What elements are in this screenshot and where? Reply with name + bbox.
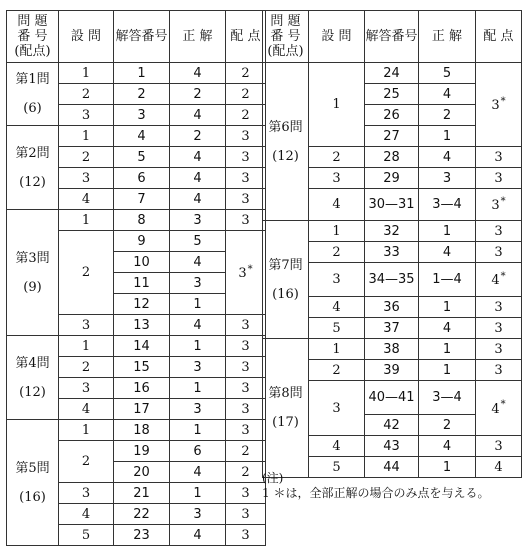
footnote-title: (注) [262,471,284,485]
sub-question-cell: 3 [59,483,114,504]
points-value: 3 [241,422,250,438]
footnote-text: 1 ＊は，全部正解の場合のみ点を与える。 [262,486,490,500]
points-cell [226,336,266,357]
correct-answer-cell: 1 [170,483,226,504]
answer-number-cell: 24 [365,63,419,84]
answer-number-cell: 29 [365,168,419,189]
correct-answer-cell: 3 [170,210,226,231]
question-label-cell [7,63,59,126]
answer-number-cell: 9 [114,231,170,252]
points-value: 3 [241,212,250,228]
table-row [7,63,266,84]
points-value: 3 [494,170,503,186]
sub-question-cell: 2 [59,84,114,105]
sub-question-cell: 2 [59,357,114,378]
answer-number-cell: 22 [114,504,170,525]
answer-number-cell: 42 [365,415,419,436]
points-cell [226,525,266,546]
points-cell [476,297,522,318]
correct-answer-cell: 1 [419,360,476,381]
table-row [263,339,522,360]
points-cell [476,339,522,360]
question-total: (9) [23,279,42,295]
correct-answer-cell: 1 [170,336,226,357]
points-value: 4* [491,270,506,289]
points-value: 3 [241,359,250,375]
points-cell [226,483,266,504]
sub-question-cell: 2 [59,441,114,483]
correct-answer-cell: 3 [170,357,226,378]
points-cell [226,168,266,189]
answer-number-cell: 38 [365,339,419,360]
correct-answer-cell: 4 [170,315,226,336]
question-total: (17) [272,415,299,430]
correct-answer-cell: 1—4 [419,263,476,297]
header-sub-question: 設 問 [59,11,114,63]
points-value: 3* [491,195,506,214]
points-cell [476,189,522,221]
correct-answer-cell: 1 [419,221,476,242]
question-total: (6) [23,101,42,116]
correct-answer-cell: 3—4 [419,381,476,415]
points-cell [226,399,266,420]
points-value: 2 [241,464,250,480]
sub-question-cell: 4 [309,297,365,318]
points-cell [476,318,522,339]
answer-number-cell: 19 [114,441,170,462]
question-total: (12) [272,148,299,164]
answer-number-cell: 37 [365,318,419,339]
sub-question-cell: 4 [59,504,114,525]
sub-question-cell: 1 [309,63,365,147]
answer-number-cell: 14 [114,336,170,357]
answer-number-cell: 5 [114,147,170,168]
points-cell [226,189,266,210]
points-value: 3* [491,95,506,114]
sub-question-cell: 3 [59,168,114,189]
table-row [7,126,266,147]
points-value: 3 [494,341,503,357]
correct-answer-cell: 4 [170,105,226,126]
points-value: 3 [241,506,250,522]
answer-number-cell: 6 [114,168,170,189]
points-value: 3 [494,149,503,165]
sub-question-cell: 2 [59,147,114,168]
points-value: 3 [241,401,250,417]
points-cell [476,436,522,457]
answer-number-cell: 10 [114,252,170,273]
question-label: 第4問 [15,355,50,371]
sub-question-cell: 4 [309,436,365,457]
correct-answer-cell: 1 [419,339,476,360]
points-cell [226,357,266,378]
full-credit-star-icon: * [247,263,253,275]
points-cell [226,210,266,231]
table-row [7,210,266,231]
sub-question-cell: 3 [309,381,365,436]
points-cell [226,63,266,84]
correct-answer-cell: 2 [170,126,226,147]
question-label: 第1問 [15,72,50,87]
header-correct-answer: 正 解 [170,11,226,63]
correct-answer-cell: 3 [170,273,226,294]
correct-answer-cell: 1 [419,297,476,318]
points-cell [226,441,266,462]
answer-number-cell: 28 [365,147,419,168]
answer-number-cell: 44 [365,457,419,478]
correct-answer-cell: 4 [419,147,476,168]
question-label: 第5問 [15,460,50,476]
answer-number-cell: 4 [114,126,170,147]
sub-question-cell: 3 [309,263,365,297]
points-value: 3 [241,128,250,144]
points-value: 3 [241,380,250,396]
question-total: (16) [272,286,299,302]
points-value: 3 [241,317,250,333]
points-value: 3 [494,223,503,239]
points-cell [476,263,522,297]
answer-number-cell: 18 [114,420,170,441]
sub-question-cell: 1 [309,221,365,242]
answer-number-cell: 39 [365,360,419,381]
sub-question-cell: 3 [59,105,114,126]
header-sub-question: 設 問 [309,11,365,63]
question-label-cell [7,210,59,336]
sub-question-cell: 5 [59,525,114,546]
answer-number-cell: 30—31 [365,189,419,221]
correct-answer-cell: 4 [419,84,476,105]
answer-number-cell: 27 [365,126,419,147]
question-label-cell [7,126,59,210]
points-value: 3 [494,438,503,454]
answer-key-table-right [262,10,522,478]
sub-question-cell: 1 [59,420,114,441]
table-row [7,420,266,441]
points-value: 2 [241,107,250,123]
answer-number-cell: 33 [365,242,419,263]
answer-number-cell: 25 [365,84,419,105]
points-cell [476,360,522,381]
sub-question-cell: 1 [309,339,365,360]
answer-number-cell: 13 [114,315,170,336]
correct-answer-cell: 3 [419,168,476,189]
header-question-number: 問 題 番 号 (配点) [7,11,59,63]
sub-question-cell: 4 [309,189,365,221]
correct-answer-cell: 5 [419,63,476,84]
correct-answer-cell: 3 [170,504,226,525]
points-cell [226,105,266,126]
answer-number-cell: 23 [114,525,170,546]
answer-number-cell: 43 [365,436,419,457]
answer-number-cell: 7 [114,189,170,210]
points-value: 3 [241,527,250,543]
sub-question-cell: 3 [59,315,114,336]
answer-key-table-left [6,10,266,546]
correct-answer-cell: 2 [419,415,476,436]
points-cell [226,147,266,168]
answer-number-cell: 34—35 [365,263,419,297]
header-points: 配 点 [476,11,522,63]
answer-number-cell: 26 [365,105,419,126]
question-label-cell [7,420,59,546]
question-label: 第8問 [268,386,303,401]
answer-number-cell: 16 [114,378,170,399]
answer-number-cell: 20 [114,462,170,483]
correct-answer-cell: 1 [419,457,476,478]
points-cell [226,462,266,483]
header-correct-answer: 正 解 [419,11,476,63]
sub-question-cell: 4 [59,399,114,420]
points-cell [226,126,266,147]
answer-number-cell: 11 [114,273,170,294]
correct-answer-cell: 4 [170,168,226,189]
points-value: 2 [241,86,250,102]
sub-question-cell: 1 [59,126,114,147]
points-value: 3 [494,244,503,260]
question-total: (12) [19,384,46,400]
points-cell [476,63,522,147]
header-answer-number: 解答番号 [114,11,170,63]
points-value: 3 [494,320,503,336]
answer-number-cell: 32 [365,221,419,242]
sub-question-cell: 5 [309,318,365,339]
correct-answer-cell: 1 [170,420,226,441]
sub-question-cell: 1 [59,63,114,84]
correct-answer-cell: 4 [170,252,226,273]
question-label-cell [263,221,309,339]
sub-question-cell: 2 [59,231,114,315]
answer-number-cell: 17 [114,399,170,420]
correct-answer-cell: 4 [419,318,476,339]
points-cell [226,315,266,336]
question-label: 第7問 [268,257,303,273]
table-row [7,336,266,357]
sub-question-cell: 4 [59,189,114,210]
answer-number-cell: 2 [114,84,170,105]
points-cell [476,147,522,168]
correct-answer-cell: 2 [419,105,476,126]
points-cell [226,231,266,315]
table-row [263,63,522,84]
sub-question-cell: 2 [309,242,365,263]
sub-question-cell: 1 [59,336,114,357]
answer-number-cell: 12 [114,294,170,315]
points-cell [476,168,522,189]
footnote [262,471,522,501]
sub-question-cell: 2 [309,360,365,381]
question-label: 第2問 [15,145,50,161]
answer-number-cell: 36 [365,297,419,318]
points-value: 3 [494,362,503,378]
correct-answer-cell: 1 [419,126,476,147]
header-points: 配 点 [226,11,266,63]
points-cell [226,504,266,525]
correct-answer-cell: 4 [419,436,476,457]
header-answer-number: 解答番号 [365,11,419,63]
points-cell [226,420,266,441]
points-cell [476,381,522,436]
points-value: 4* [491,399,506,417]
question-label-cell [263,63,309,221]
correct-answer-cell: 1 [170,378,226,399]
full-credit-star-icon: * [500,195,506,207]
correct-answer-cell: 6 [170,441,226,462]
correct-answer-cell: 1 [170,294,226,315]
points-value: 2 [241,65,250,81]
correct-answer-cell: 4 [419,242,476,263]
correct-answer-cell: 3—4 [419,189,476,221]
sub-question-cell: 3 [59,378,114,399]
header-question-number: 問 題 番 号 (配点) [263,11,309,63]
points-value: 3 [241,485,250,501]
points-cell [476,221,522,242]
points-value: 3 [241,149,250,165]
correct-answer-cell: 4 [170,462,226,483]
question-label-cell [263,339,309,478]
correct-answer-cell: 4 [170,63,226,84]
question-label: 第6問 [268,119,303,135]
answer-number-cell: 8 [114,210,170,231]
points-value: 2 [241,443,250,459]
correct-answer-cell: 3 [170,399,226,420]
full-credit-star-icon: * [500,270,506,282]
correct-answer-cell: 2 [170,84,226,105]
points-cell [476,242,522,263]
correct-answer-cell: 4 [170,525,226,546]
correct-answer-cell: 4 [170,147,226,168]
points-value: 3 [241,191,250,207]
sub-question-cell: 1 [59,210,114,231]
answer-number-cell: 40—41 [365,381,419,415]
answer-number-cell: 1 [114,63,170,84]
sub-question-cell: 2 [309,147,365,168]
correct-answer-cell: 5 [170,231,226,252]
full-credit-star-icon: * [500,95,506,107]
question-label-cell [7,336,59,420]
points-value: 3 [494,299,503,315]
points-cell [226,84,266,105]
correct-answer-cell: 4 [170,189,226,210]
answer-number-cell: 15 [114,357,170,378]
full-credit-star-icon: * [500,399,506,411]
points-cell [226,378,266,399]
points-value: 3 [241,170,250,186]
answer-number-cell: 21 [114,483,170,504]
question-total: (12) [19,174,46,190]
points-value: 3 [241,338,250,354]
question-total: (16) [19,489,46,505]
sub-question-cell: 3 [309,168,365,189]
points-value: 4 [494,459,503,475]
points-value: 3* [238,263,253,282]
sub-question-cell: 5 [309,457,365,478]
question-label: 第3問 [15,250,50,266]
table-row [263,221,522,242]
answer-number-cell: 3 [114,105,170,126]
